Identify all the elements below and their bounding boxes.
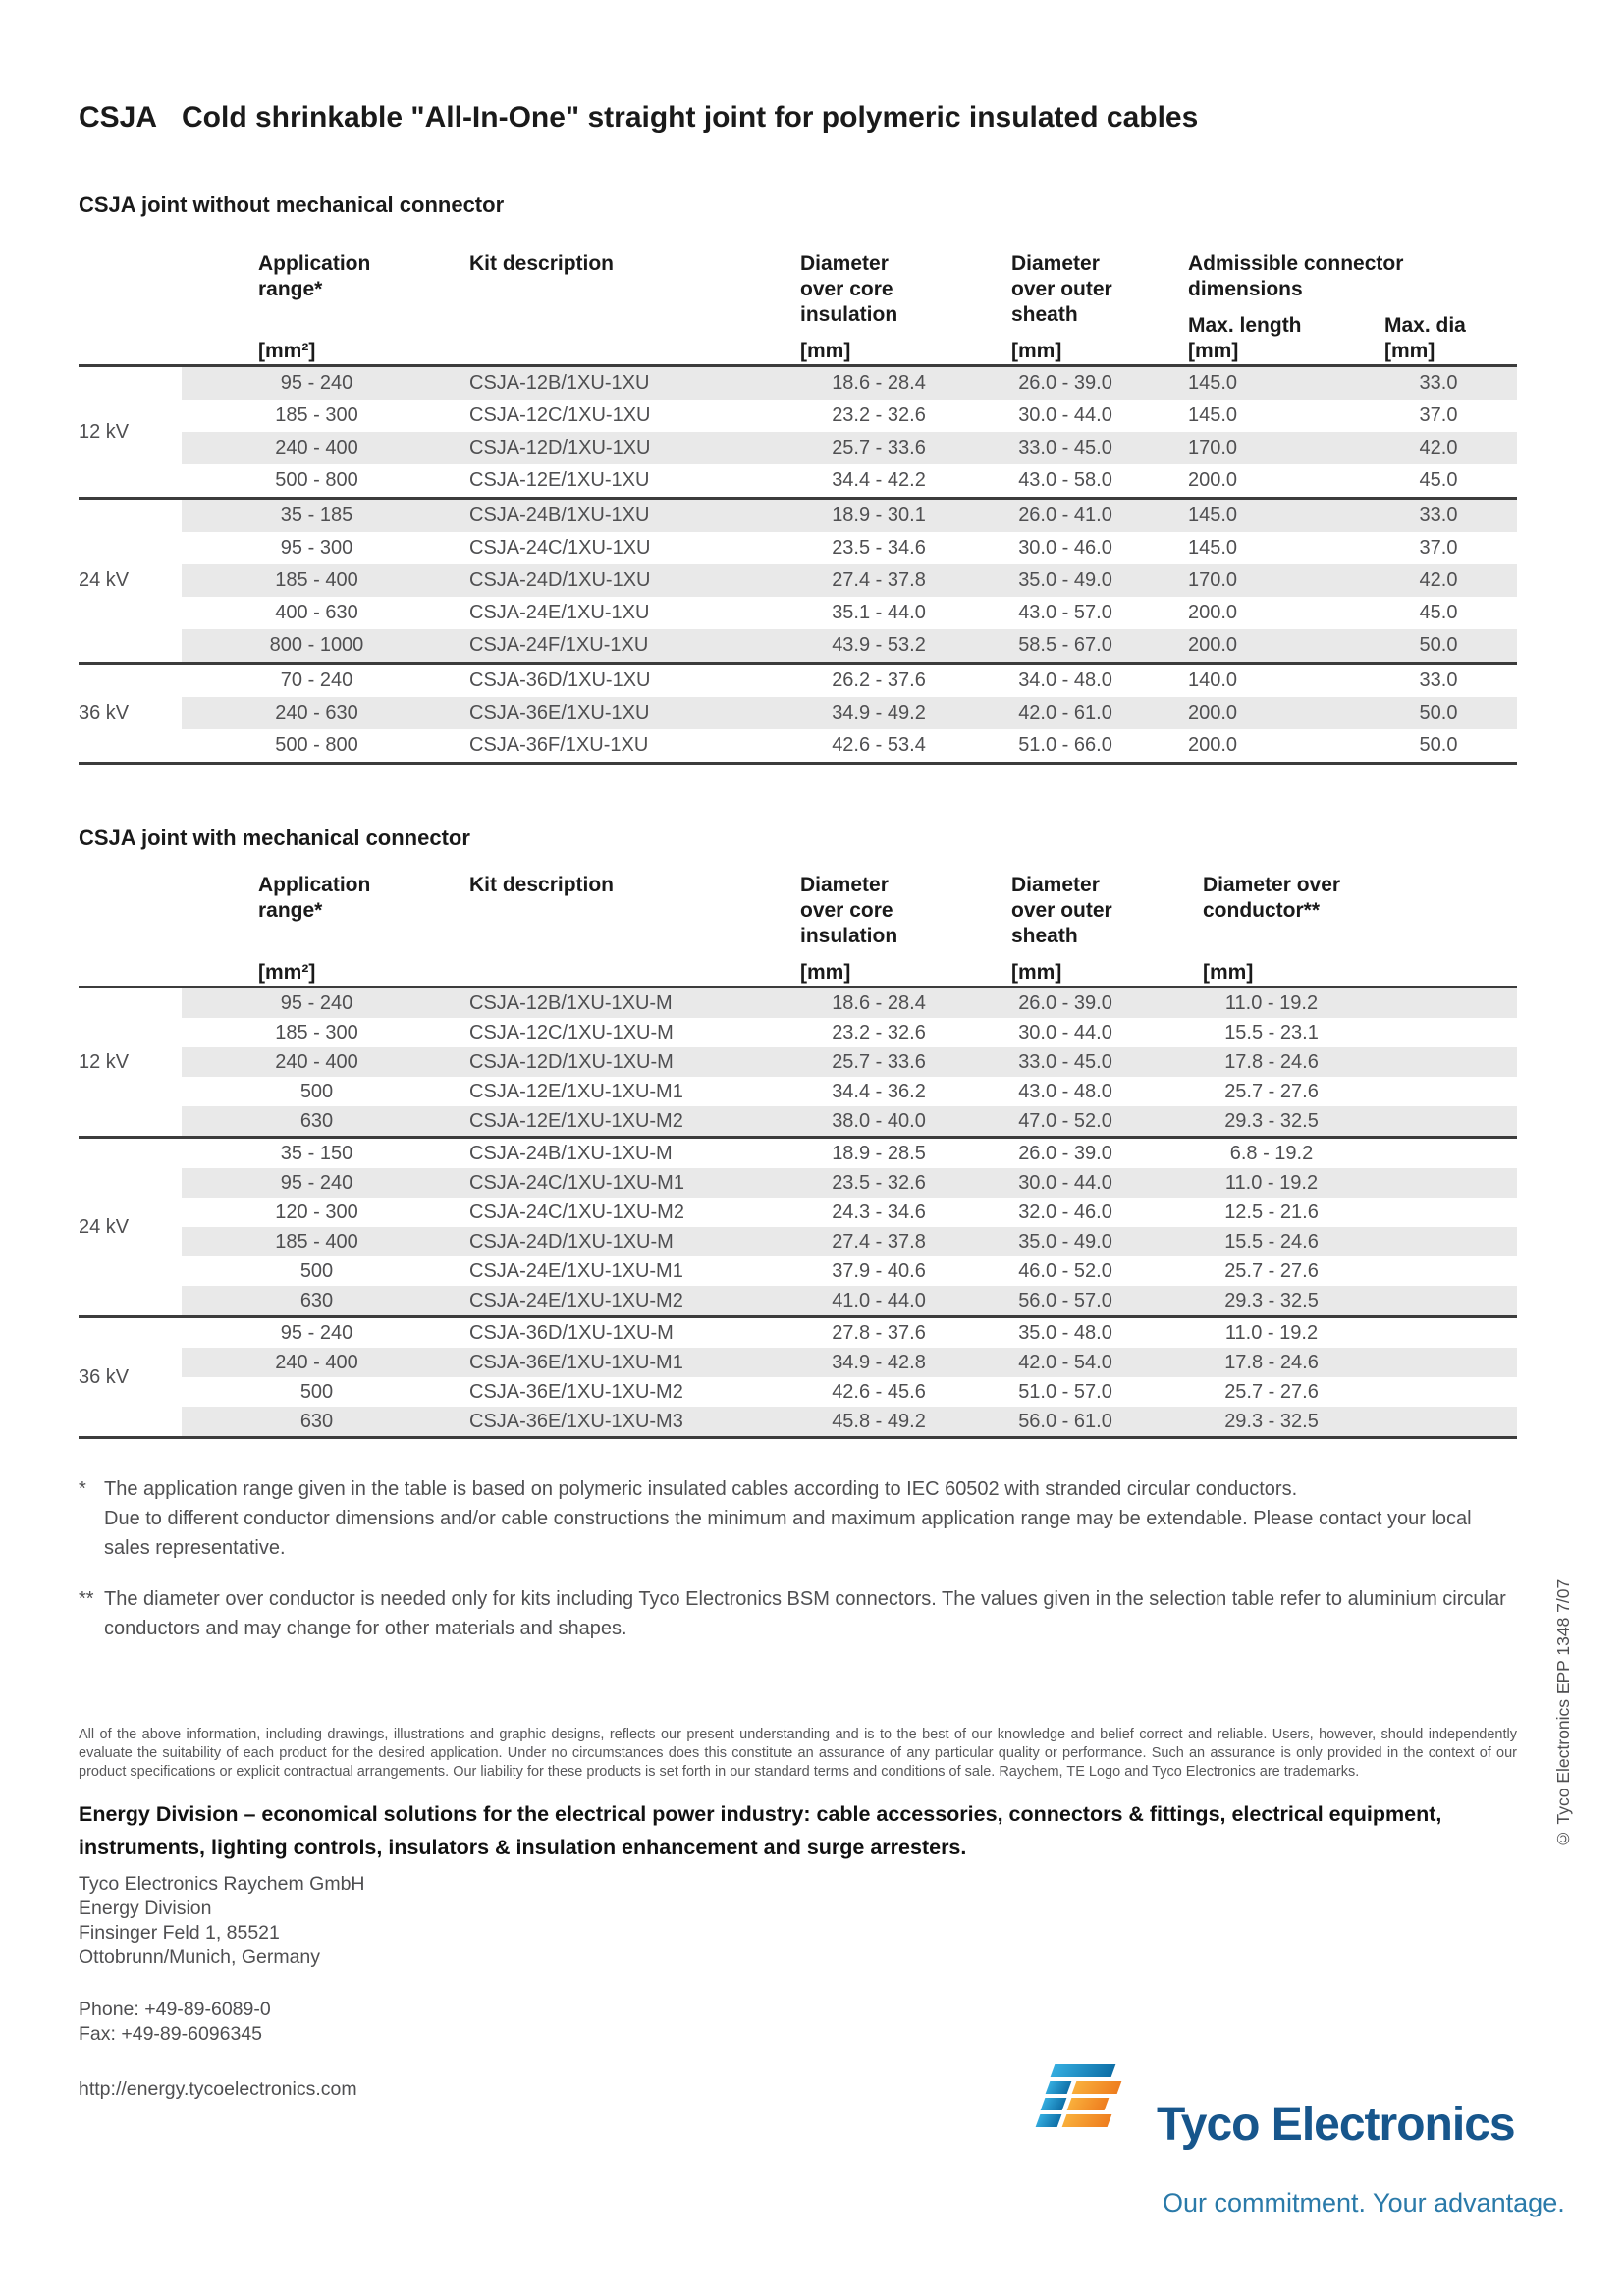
table-cell: 43.0 - 57.0 — [1018, 602, 1112, 623]
table-cell: CSJA-24B/1XU-1XU — [469, 505, 650, 526]
voltage-group — [79, 986, 1517, 1136]
table-cell: 23.2 - 32.6 — [832, 1021, 926, 1043]
table-cell: 200.0 — [1188, 469, 1238, 491]
table-cell: 185 - 400 — [275, 569, 358, 591]
table-cell: 29.3 - 32.5 — [1224, 1289, 1319, 1311]
table-cell: 12.5 - 21.6 — [1224, 1201, 1319, 1223]
header-unit: [mm²] — [258, 961, 316, 984]
table-cell: 35 - 150 — [280, 1142, 353, 1164]
header-admissible-connector: Admissible connector dimensions Max. length [mm] Max. dia [mm] — [1159, 251, 1517, 364]
table-row — [182, 665, 1517, 697]
table-cell: 170.0 — [1188, 569, 1238, 591]
table-cell: 35.0 - 49.0 — [1018, 1230, 1112, 1253]
table-row — [182, 367, 1517, 400]
footnote-conductor — [79, 1584, 1517, 1643]
table-row — [182, 1348, 1517, 1377]
header-unit: [mm²] — [258, 340, 316, 362]
footnote-text: The application range given in the table is based on polymeric insulated cables according to IEC 60502 with stranded circular conductors. Due to different conductor dimensions and/or cable constructions the minimum and maximum application range may be extendable. Please contact your local sales representative. — [104, 1478, 1472, 1559]
header-admissible-subcolumns — [1188, 313, 1517, 364]
table-cell: 145.0 — [1188, 537, 1238, 559]
table-cell: 145.0 — [1188, 372, 1238, 394]
table-cell: 43.0 - 48.0 — [1018, 1080, 1112, 1102]
table-cell: 95 - 300 — [280, 537, 353, 559]
table-cell: 29.3 - 32.5 — [1224, 1109, 1319, 1132]
table-cell: 58.5 - 67.0 — [1018, 634, 1112, 656]
table-cell: 500 — [299, 1380, 334, 1403]
header-application-range: Application range* [mm²] — [182, 251, 452, 364]
table-cell: 630 — [299, 1410, 334, 1432]
table-cell: CSJA-36F/1XU-1XU — [469, 734, 649, 756]
table2-body — [79, 986, 1517, 1439]
table-cell: 70 - 240 — [280, 669, 353, 691]
header-application-range: Application range* [mm²] — [182, 873, 452, 986]
table-cell: 37.0 — [1419, 404, 1458, 426]
table-cell: CSJA-12D/1XU-1XU-M — [469, 1050, 674, 1073]
table-cell: 500 — [299, 1259, 334, 1282]
table-cell: 26.0 - 41.0 — [1018, 505, 1112, 526]
table-cell: 26.0 - 39.0 — [1018, 1142, 1112, 1164]
table-cell: 30.0 - 44.0 — [1018, 1171, 1112, 1194]
table-cell: CSJA-24D/1XU-1XU — [469, 569, 651, 591]
table-row — [182, 1106, 1517, 1136]
table-cell: CSJA-24C/1XU-1XU — [469, 537, 651, 559]
table-row — [182, 432, 1517, 464]
table-cell: 95 - 240 — [280, 991, 353, 1014]
table-cell: 35 - 185 — [280, 505, 353, 526]
table-cell: 50.0 — [1419, 702, 1458, 723]
table-cell: 25.7 - 27.6 — [1224, 1380, 1319, 1403]
table-cell: 185 - 400 — [275, 1230, 358, 1253]
table-cell: 95 - 240 — [280, 1171, 353, 1194]
table-cell: CSJA-24D/1XU-1XU-M — [469, 1230, 674, 1253]
table-cell: CSJA-24E/1XU-1XU — [469, 602, 650, 623]
table-cell: 240 - 400 — [275, 437, 358, 458]
table-cell: 42.6 - 53.4 — [832, 734, 926, 756]
table-cell: 45.0 — [1419, 602, 1458, 623]
table-cell: 95 - 240 — [280, 372, 353, 394]
table-cell: 51.0 - 66.0 — [1018, 734, 1112, 756]
table-cell: 51.0 - 57.0 — [1018, 1380, 1112, 1403]
table-cell: 240 - 630 — [275, 702, 358, 723]
table-cell: 35.0 - 48.0 — [1018, 1321, 1112, 1344]
table-cell: 37.9 - 40.6 — [832, 1259, 926, 1282]
table-row — [182, 629, 1517, 662]
header-max-dia: Max. dia [mm] — [1360, 313, 1517, 364]
energy-division-statement: Energy Division – economical solutions for the electrical power industry: cable accessories, connectors & fittings, electrical equipment, instruments, lighting controls, insulators & insulation enhancement and surge arresters. — [79, 1802, 1442, 1859]
table-row — [182, 500, 1517, 532]
table-cell: 45.8 - 49.2 — [832, 1410, 926, 1432]
header-max-length: Max. length [mm] — [1188, 313, 1360, 364]
table-cell: 33.0 - 45.0 — [1018, 1050, 1112, 1073]
table-cell: 27.4 - 37.8 — [832, 1230, 926, 1253]
header-unit: [mm] — [1203, 961, 1254, 984]
table-cell: CSJA-24B/1XU-1XU-M — [469, 1142, 673, 1164]
table-cell: CSJA-12E/1XU-1XU-M1 — [469, 1080, 683, 1102]
table-cell: 37.0 — [1419, 537, 1458, 559]
company-address — [79, 1872, 1517, 1970]
tyco-electronics-logo — [1037, 2056, 1565, 2243]
table-cell: 145.0 — [1188, 505, 1238, 526]
header-unit: [mm] — [1011, 340, 1062, 362]
table-cell: 25.7 - 33.6 — [832, 1050, 926, 1073]
copyright-sidebar-text: © Tyco Electronics EPP 1348 7/07 — [1553, 1578, 1573, 1848]
product-code: CSJA — [79, 101, 158, 133]
table-cell: 18.9 - 30.1 — [832, 505, 926, 526]
table-cell: 34.4 - 36.2 — [832, 1080, 926, 1102]
table-cell: 630 — [299, 1109, 334, 1132]
table-cell: 38.0 - 40.0 — [832, 1109, 926, 1132]
table-cell: CSJA-24F/1XU-1XU — [469, 634, 649, 656]
table-cell: 29.3 - 32.5 — [1224, 1410, 1319, 1432]
table-cell: 30.0 - 46.0 — [1018, 537, 1112, 559]
table-cell: CSJA-36E/1XU-1XU — [469, 702, 650, 723]
header-dia-core: Diameter over core insulation [mm] — [785, 251, 972, 364]
table-cell: 145.0 — [1188, 404, 1238, 426]
table1-body — [79, 364, 1517, 765]
voltage-label: 36 kV — [79, 1365, 130, 1388]
table-cell: 800 - 1000 — [269, 634, 364, 656]
table-row — [182, 564, 1517, 597]
table-cell: 35.1 - 44.0 — [832, 602, 926, 623]
table-cell: 56.0 - 61.0 — [1018, 1410, 1112, 1432]
address-line: Finsinger Feld 1, 85521 — [79, 1922, 280, 1944]
voltage-group — [79, 364, 1517, 497]
logo-bar — [1067, 2098, 1110, 2110]
table-row — [182, 697, 1517, 729]
table-cell: 170.0 — [1188, 437, 1238, 458]
table-cell: 43.0 - 58.0 — [1018, 469, 1112, 491]
table-cell: CSJA-24C/1XU-1XU-M2 — [469, 1201, 684, 1223]
table-row — [182, 1168, 1517, 1198]
table-cell: 32.0 - 46.0 — [1018, 1201, 1112, 1223]
voltage-label: 36 kV — [79, 702, 130, 723]
voltage-label: 24 kV — [79, 569, 130, 591]
table-cell: 30.0 - 44.0 — [1018, 1021, 1112, 1043]
tyco-te-logo-icon — [1037, 2064, 1139, 2135]
table-cell: 30.0 - 44.0 — [1018, 404, 1112, 426]
table-cell: 630 — [299, 1289, 334, 1311]
table-cell: 200.0 — [1188, 734, 1238, 756]
logo-bar — [1036, 2114, 1062, 2127]
table-cell: 34.9 - 49.2 — [832, 702, 926, 723]
header-unit: [mm] — [1011, 961, 1062, 984]
table-cell: 50.0 — [1419, 634, 1458, 656]
voltage-label: 12 kV — [79, 420, 130, 443]
logo-bar — [1062, 2114, 1112, 2127]
table-cell: 42.0 — [1419, 437, 1458, 458]
table-cell: 33.0 — [1419, 505, 1458, 526]
table-row — [182, 1256, 1517, 1286]
table-cell: 23.2 - 32.6 — [832, 404, 926, 426]
header-dia-sheath: Diameter over outer sheath [mm] — [972, 251, 1159, 364]
table-cell: 15.5 - 23.1 — [1224, 1021, 1319, 1043]
logo-bar — [1046, 2081, 1072, 2094]
footnote-text: The diameter over conductor is needed only for kits including Tyco Electronics BSM connectors. The values given in the selection table refer to aluminium circular conductors and may change for other materials and shapes. — [104, 1588, 1506, 1639]
table-row — [182, 1286, 1517, 1315]
company-url-link[interactable]: http://energy.tycoelectronics.com — [79, 2078, 357, 2100]
table-cell: CSJA-12B/1XU-1XU-M — [469, 991, 673, 1014]
voltage-group — [79, 662, 1517, 762]
table-cell: 6.8 - 19.2 — [1229, 1142, 1314, 1164]
table-row — [182, 1407, 1517, 1436]
table-cell: 26.0 - 39.0 — [1018, 372, 1112, 394]
page-title — [79, 100, 1517, 135]
table-cell: 23.5 - 34.6 — [832, 537, 926, 559]
table-cell: 185 - 300 — [275, 404, 358, 426]
voltage-label: 12 kV — [79, 1050, 130, 1073]
header-voltage-spacer — [79, 251, 182, 364]
table-cell: 42.6 - 45.6 — [832, 1380, 926, 1403]
table-cell: CSJA-12D/1XU-1XU — [469, 437, 651, 458]
header-kit-description: Kit description — [469, 874, 615, 896]
table-cell: 18.6 - 28.4 — [832, 372, 926, 394]
table-cell: 11.0 - 19.2 — [1224, 991, 1319, 1014]
table-row — [182, 988, 1517, 1018]
table-cell: 41.0 - 44.0 — [832, 1289, 926, 1311]
table-cell: 200.0 — [1188, 602, 1238, 623]
table-row — [182, 1077, 1517, 1106]
logo-company-name: Tyco Electronics — [1157, 2099, 1515, 2151]
table-cell: 17.8 - 24.6 — [1224, 1050, 1319, 1073]
table-cell: 24.3 - 34.6 — [832, 1201, 926, 1223]
table-row — [182, 464, 1517, 497]
footnote-marker: ** — [79, 1588, 94, 1610]
header-dia-conductor: Diameter over conductor** [mm] — [1159, 873, 1384, 986]
table-cell: 34.9 - 42.8 — [832, 1351, 926, 1373]
table-row — [182, 729, 1517, 762]
page-content — [79, 0, 1517, 2101]
table-row — [182, 400, 1517, 432]
table-cell: 18.6 - 28.4 — [832, 991, 926, 1014]
table-row — [182, 1318, 1517, 1348]
table-cell: 50.0 — [1419, 734, 1458, 756]
table-cell: 33.0 - 45.0 — [1018, 437, 1112, 458]
table-cell: CSJA-12B/1XU-1XU — [469, 372, 650, 394]
table-row — [182, 597, 1517, 629]
table-cell: 95 - 240 — [280, 1321, 353, 1344]
table-cell: 120 - 300 — [275, 1201, 358, 1223]
table-cell: 34.0 - 48.0 — [1018, 669, 1112, 691]
table-cell: 140.0 — [1188, 669, 1238, 691]
table-cell: 185 - 300 — [275, 1021, 358, 1043]
table-cell: 500 - 800 — [275, 469, 358, 491]
table-cell: 17.8 - 24.6 — [1224, 1351, 1319, 1373]
legal-disclaimer: All of the above information, including drawings, illustrations and graphic designs, reflects our present understanding and is to the best of our knowledge and belief correct and reliable. Users, however, should independently evaluate the suitability of each product for the desired application. Under no circumstances does this constitute an assurance of any particular quality or performance. Such an assurance is only provided in the context of our product specifications or explicit contractual arrangements. Our liability for these products is set forth in our standard terms and conditions of sale. Raychem, TE Logo and Tyco Electronics are trademarks. — [79, 1727, 1517, 1780]
table-cell: 200.0 — [1188, 634, 1238, 656]
address-line: Tyco Electronics Raychem GmbH — [79, 1873, 365, 1895]
page-title-text: Cold shrinkable "All-In-One" straight joint for polymeric insulated cables — [182, 101, 1199, 133]
table-cell: 35.0 - 49.0 — [1018, 569, 1112, 591]
table-cell: 15.5 - 24.6 — [1224, 1230, 1319, 1253]
logo-bar — [1072, 2081, 1122, 2094]
footnote-application-range — [79, 1474, 1517, 1563]
table-cell: 47.0 - 52.0 — [1018, 1109, 1112, 1132]
table-cell: CSJA-36E/1XU-1XU-M2 — [469, 1380, 683, 1403]
table-cell: CSJA-12C/1XU-1XU-M — [469, 1021, 674, 1043]
table-cell: 42.0 - 61.0 — [1018, 702, 1112, 723]
table-cell: 26.0 - 39.0 — [1018, 991, 1112, 1014]
header-unit: [mm] — [1188, 340, 1239, 362]
table2-header — [79, 873, 1517, 986]
table1-title: CSJA joint without mechanical connector — [79, 192, 505, 217]
header-unit: [mm] — [1384, 340, 1435, 362]
footnote-marker: * — [79, 1478, 86, 1500]
table-cell: 33.0 — [1419, 372, 1458, 394]
logo-bar — [1051, 2064, 1116, 2077]
table-cell: 45.0 — [1419, 469, 1458, 491]
table-cell: 25.7 - 27.6 — [1224, 1080, 1319, 1102]
table-cell: 27.4 - 37.8 — [832, 569, 926, 591]
table-row — [182, 1227, 1517, 1256]
table-cell: 23.5 - 32.6 — [832, 1171, 926, 1194]
table-cell: 26.2 - 37.6 — [832, 669, 926, 691]
table-cell: CSJA-12C/1XU-1XU — [469, 404, 651, 426]
table-row — [182, 1139, 1517, 1168]
table1-header — [79, 251, 1517, 364]
header-unit: [mm] — [800, 961, 851, 984]
table-cell: 11.0 - 19.2 — [1224, 1321, 1319, 1344]
header-voltage-spacer — [79, 873, 182, 986]
logo-tagline: Our commitment. Your advantage. — [1163, 2188, 1565, 2217]
table-cell: 240 - 400 — [275, 1351, 358, 1373]
address-line: Energy Division — [79, 1897, 212, 1919]
voltage-group — [79, 497, 1517, 662]
table-row — [182, 1018, 1517, 1047]
table-cell: 46.0 - 52.0 — [1018, 1259, 1112, 1282]
table-cell: 25.7 - 33.6 — [832, 437, 926, 458]
table-cell: CSJA-12E/1XU-1XU — [469, 469, 650, 491]
table-row — [182, 532, 1517, 564]
table-cell: CSJA-36D/1XU-1XU — [469, 669, 651, 691]
table-cell: 400 - 630 — [275, 602, 358, 623]
table-cell: CSJA-36E/1XU-1XU-M3 — [469, 1410, 683, 1432]
table-cell: 27.8 - 37.6 — [832, 1321, 926, 1344]
table-cell: CSJA-12E/1XU-1XU-M2 — [469, 1109, 683, 1132]
table2-title: CSJA joint with mechanical connector — [79, 826, 470, 850]
table-cell: CSJA-36E/1XU-1XU-M1 — [469, 1351, 683, 1373]
phone-line: Phone: +49-89-6089-0 — [79, 1999, 271, 2020]
fax-line: Fax: +49-89-6096345 — [79, 2023, 263, 2045]
table-cell: CSJA-24E/1XU-1XU-M1 — [469, 1259, 683, 1282]
table-cell: 34.4 - 42.2 — [832, 469, 926, 491]
table-cell: 18.9 - 28.5 — [832, 1142, 926, 1164]
table-row — [182, 1377, 1517, 1407]
table-cell: 43.9 - 53.2 — [832, 634, 926, 656]
header-kit-description: Kit description — [469, 252, 615, 275]
address-line: Ottobrunn/Munich, Germany — [79, 1947, 321, 1968]
table-cell: 25.7 - 27.6 — [1224, 1259, 1319, 1282]
table-cell: 240 - 400 — [275, 1050, 358, 1073]
voltage-group — [79, 1136, 1517, 1315]
voltage-label: 24 kV — [79, 1215, 130, 1238]
table-cell: 500 — [299, 1080, 334, 1102]
table-cell: 42.0 — [1419, 569, 1458, 591]
table-cell: 42.0 - 54.0 — [1018, 1351, 1112, 1373]
table-cell: CSJA-24E/1XU-1XU-M2 — [469, 1289, 683, 1311]
table-cell: 11.0 - 19.2 — [1224, 1171, 1319, 1194]
voltage-group — [79, 1315, 1517, 1436]
table-cell: 56.0 - 57.0 — [1018, 1289, 1112, 1311]
table-row — [182, 1198, 1517, 1227]
header-dia-sheath: Diameter over outer sheath [mm] — [972, 873, 1159, 986]
logo-bar — [1041, 2098, 1067, 2110]
table-cell: 200.0 — [1188, 702, 1238, 723]
table-cell: 33.0 — [1419, 669, 1458, 691]
table-cell: CSJA-24C/1XU-1XU-M1 — [469, 1171, 684, 1194]
table-cell: CSJA-36D/1XU-1XU-M — [469, 1321, 674, 1344]
phone-fax-block — [79, 1998, 1517, 2047]
table-row — [182, 1047, 1517, 1077]
header-dia-core: Diameter over core insulation [mm] — [785, 873, 972, 986]
table-cell: 500 - 800 — [275, 734, 358, 756]
header-unit: [mm] — [800, 340, 851, 362]
